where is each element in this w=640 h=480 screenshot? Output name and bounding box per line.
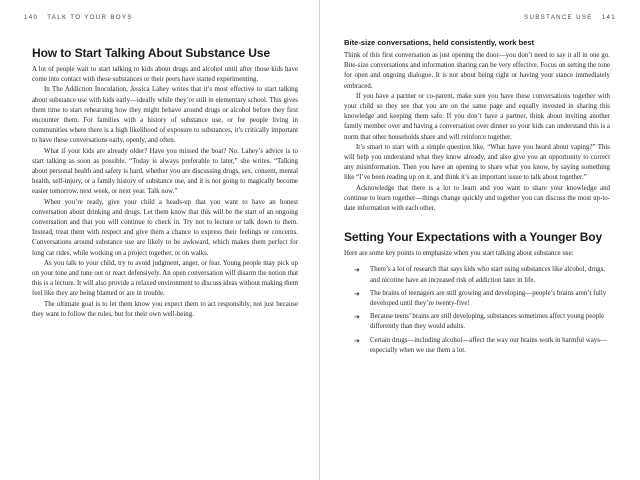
paragraph: Think of this first conversation as just opening the door—you don’t need to say it all in one go. Bite-size conversations and information sharing can be very effective. Focus on setting the tone for open and ongoing dialogue. It is not about being right or having your stance immediately embraced.: [344, 52, 610, 90]
right-page: [320, 0, 640, 480]
arrow-right-icon: ➔: [354, 289, 360, 298]
paragraph: It’s smart to start with a simple question like, “What have you heard about vaping?” This will help you understand what they know already, and also give you an opportunity to correct any misinformation. Then you have an opening to share what you know, by saying something like “I’ve been reading up on it, and think it’s an important issue to talk about together.”: [344, 143, 610, 182]
arrow-right-icon: ➔: [354, 266, 360, 275]
section-heading-expectations: Setting Your Expectations with a Younger Boy: [344, 230, 603, 245]
running-head-right: [524, 14, 622, 21]
list-item-text: Certain drugs—including alcohol—affect the way our brains work in harmful ways—especially when we use them a lot.: [370, 336, 607, 354]
page-number-right: 141: [601, 14, 616, 21]
page-number-left: 140: [24, 14, 39, 21]
paragraph: Acknowledge that there is a lot to learn and you want to share your knowledge and continue to learn together—things change quickly and together you can discuss the most up-to-date information with each other.: [344, 184, 610, 213]
list-item: [354, 289, 610, 309]
right-column: [344, 38, 610, 359]
arrow-right-icon: ➔: [354, 313, 360, 322]
list-item-text: The brains of teenagers are still growing and developing—people’s brains aren’t fully developed until they’re twenty-five!: [370, 289, 607, 308]
paragraph: In The Addiction Inoculation, Jessica Lahey writes that it’s most effective to start talking about substance use with kids early—ideally while they’re still in elementary school. This gives them time to start rehearsing how they might behave around drugs or alcohol before they first encounter them. For families with a history of substance use, or for people living in communities where there is a high likelihood of exposure to substances, it’s critically important to have these conversations early, openly, and often.: [32, 86, 298, 145]
list-item: [354, 336, 610, 356]
paragraph: If you have a partner or co-parent, make sure you have these conversations together with your child so they see that you are on the same page and equally invested in sharing this knowledge and keeping them safe. If you don’t have a partner, think about inviting another family member over and having a conversation over dinner so your kids can understand this is a norm that other households share and will reinforce together.: [344, 92, 610, 141]
subheading-bite-size: Bite-size conversations, held consistently, work best: [344, 38, 535, 47]
paragraph: As you talk to your child, try to avoid judgment, anger, or fear. Young people may pick up on your tone and tune out or react defensively. An open conversation will disarm the notion that this is a lecture. It will also provide a relaxed environment to discuss ideas without making them feel like they are being blamed or are in trouble.: [32, 259, 298, 298]
running-head-title: TALK TO YOUR BOYS: [47, 14, 133, 21]
key-points-list: [354, 265, 610, 356]
paragraph: When you’re ready, give your child a heads-up that you want to have an honest conversation about drinking and drugs. Let them know that this will be the start of an ongoing conversation and that you will continue to check in. Try not to lecture or talk down to them. Instead, treat them with respect and give them a chance to express their feelings or concerns. Conversations around substance use are likely to be awkward, which makes them perfect for long car rides, while working on a project together, or on walks.: [32, 198, 298, 257]
running-head-left: [18, 14, 133, 21]
paragraph: What if your kids are already older? Have you missed the boat? No. Lahey’s advice is to start talking as soon as possible. “Today is always preferable to later,” she writes. “Talking about personal health and safety is hard, whether you are discussing drugs, sex, consent, mental health, self-injury, or a family history of substance use, and it is not going to magically become easier tomorrow, next week, or next year. Talk now.”: [32, 147, 298, 196]
paragraph: The ultimate goal is to let them know you expect them to act responsibly, not just because they want to follow the rules, but for their own well-being.: [32, 300, 298, 318]
list-item: [354, 265, 610, 285]
list-item: [354, 312, 610, 332]
running-head-title: SUBSTANCE USE: [524, 14, 593, 21]
list-item-text: There’s a lot of research that says kids who start using substances like alcohol, drugs, and nicotine have an increased risk of addiction later in life.: [370, 266, 605, 284]
list-item-text: Because teens’ brains are still developing, substances sometimes affect young people differently than they would adults.: [370, 313, 605, 331]
left-column: [32, 46, 298, 320]
paragraph: A lot of people wait to start talking to kids about drugs and alcohol until after those kids have come into contact with these substances or their peers have started experimenting.: [32, 66, 298, 84]
section-heading-how-to-start: How to Start Talking About Substance Use: [32, 46, 271, 60]
arrow-right-icon: ➔: [354, 336, 360, 345]
intro-paragraph: Here are some key points to emphasize when you start talking about substance use:: [344, 250, 574, 258]
